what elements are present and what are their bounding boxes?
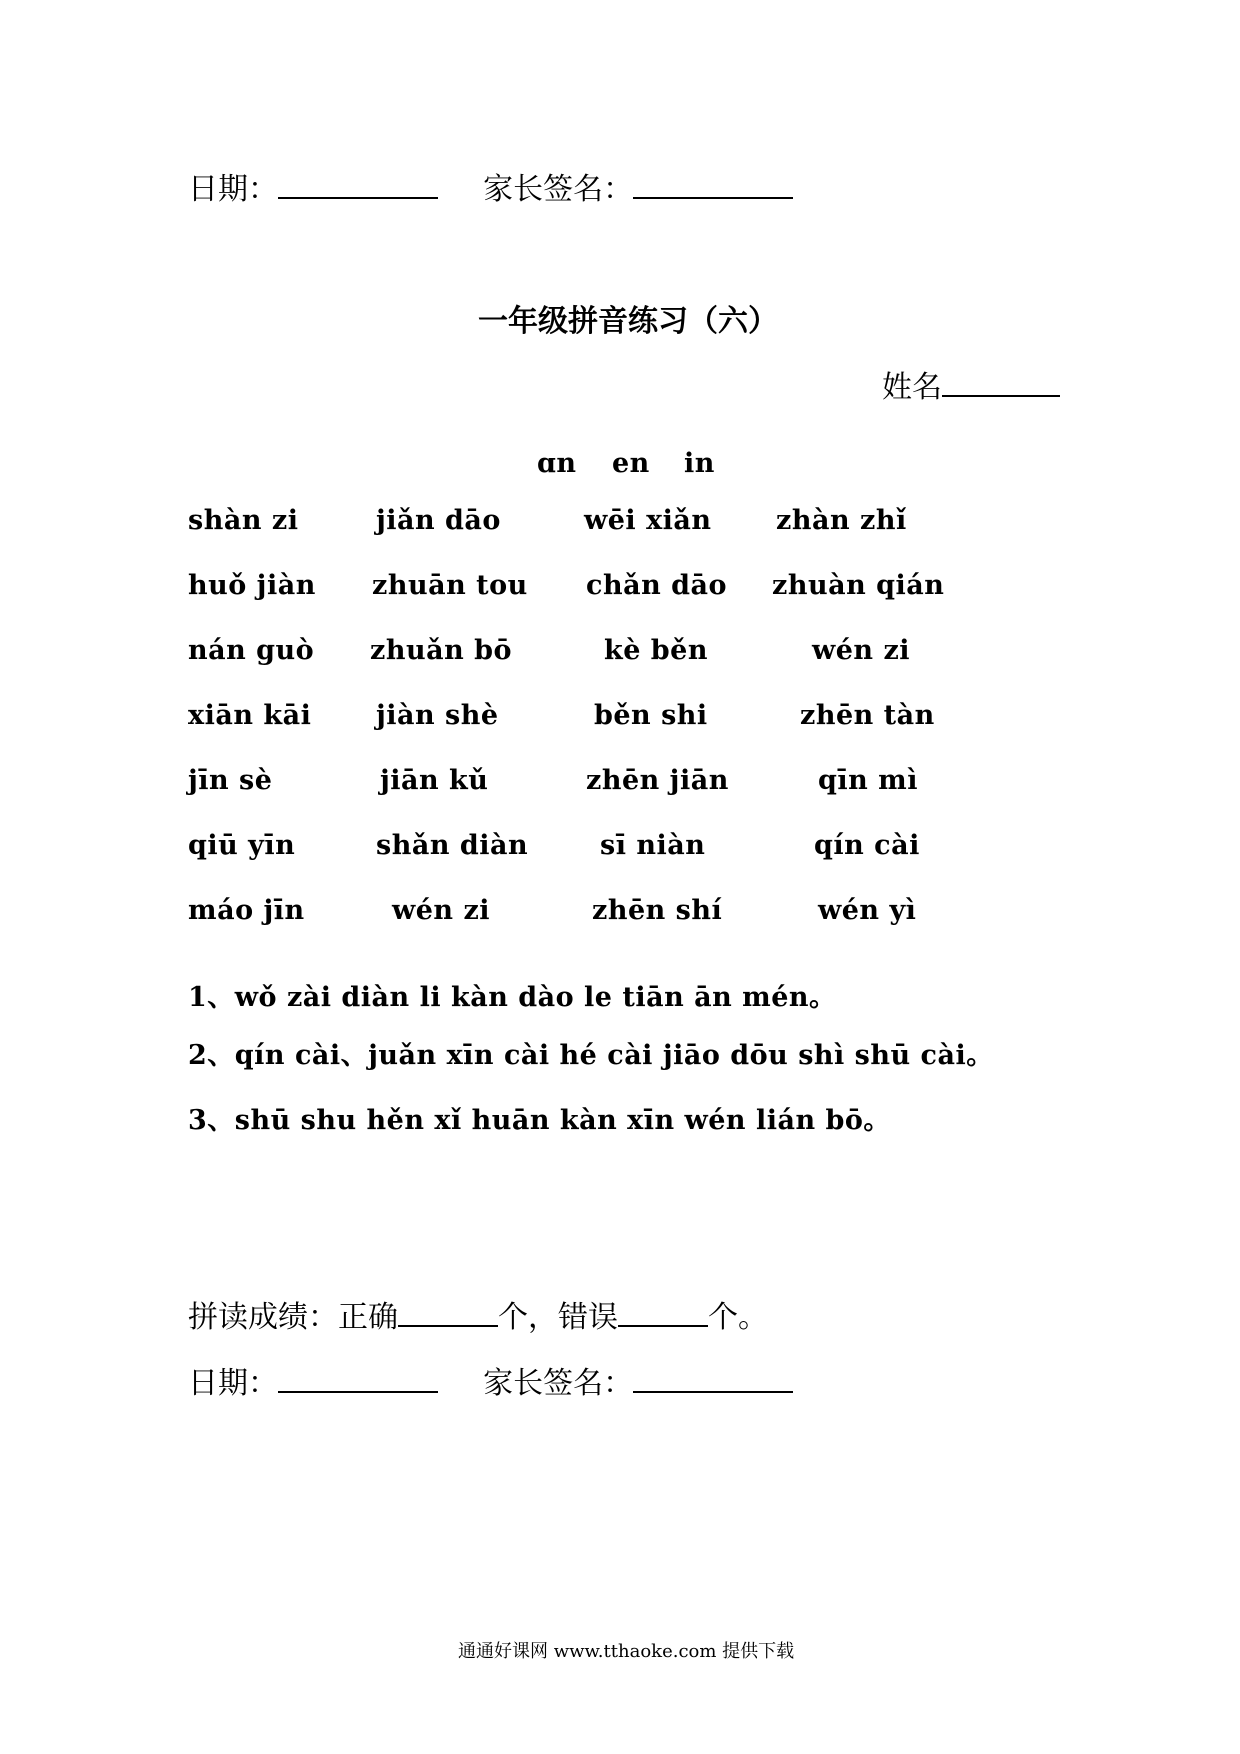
- word-cell: zhēn jiān: [586, 765, 729, 796]
- word-cell: wén zi: [812, 635, 911, 666]
- word-cell: zhēn tàn: [800, 700, 935, 731]
- word-cell: kè běn: [604, 635, 708, 666]
- score-unit-wrong: 个。: [708, 1300, 768, 1335]
- word-cell: sī niàn: [600, 830, 706, 861]
- page-title: 一年级拼音练习（六）: [478, 304, 778, 339]
- score-row: [188, 1292, 768, 1336]
- top-date-label: 日期：: [188, 172, 278, 207]
- word-cell: wén yì: [818, 895, 917, 926]
- correct-count-blank[interactable]: [398, 1324, 498, 1327]
- word-cell: chǎn dāo: [586, 570, 727, 601]
- page-footer: 通通好课网 www.tthaoke.com 提供下载: [458, 1641, 795, 1662]
- word-cell: zhuǎn bō: [370, 635, 513, 666]
- focus-sound: ɑn: [537, 448, 577, 479]
- word-cell: shǎn diàn: [376, 830, 529, 861]
- word-cell: qiū yīn: [188, 830, 296, 861]
- top-parent-sign-blank[interactable]: [633, 196, 793, 199]
- word-cell: jiān kǔ: [380, 765, 489, 796]
- word-cell: qín cài: [814, 830, 920, 861]
- sentence: 2、qín cài、juǎn xīn cài hé cài jiāo dōu shì shū cài。: [188, 1040, 994, 1071]
- wrong-count-blank[interactable]: [618, 1324, 708, 1327]
- word-cell: zhēn shí: [592, 895, 723, 926]
- word-cell: huǒ jiàn: [188, 570, 316, 601]
- top-field-row: [188, 164, 793, 208]
- bottom-parent-sign-blank[interactable]: [633, 1390, 793, 1393]
- name-blank[interactable]: [942, 394, 1060, 397]
- sentence: 3、shū shu hěn xǐ huān kàn xīn wén lián bō。: [188, 1105, 891, 1136]
- name-field: [882, 362, 1060, 406]
- score-unit-correct: 个，错误: [498, 1300, 618, 1335]
- top-date-blank[interactable]: [278, 196, 438, 199]
- top-parent-sign-label: 家长签名：: [483, 172, 634, 207]
- word-cell: qīn mì: [818, 765, 918, 796]
- score-label: 拼读成绩：正确: [188, 1300, 398, 1335]
- focus-sound: in: [684, 448, 715, 479]
- word-cell: shàn zi: [188, 505, 299, 536]
- word-cell: zhuàn qián: [772, 570, 945, 601]
- word-cell: jiǎn dāo: [376, 505, 501, 536]
- focus-sound: en: [612, 448, 650, 479]
- word-cell: jīn sè: [188, 765, 273, 796]
- word-cell: máo jīn: [188, 895, 305, 926]
- word-cell: nán guò: [188, 635, 315, 666]
- word-cell: zhuān tou: [372, 570, 528, 601]
- word-cell: běn shi: [594, 700, 708, 731]
- word-cell: jiàn shè: [376, 700, 499, 731]
- bottom-field-row: [188, 1358, 793, 1402]
- word-cell: xiān kāi: [188, 700, 312, 731]
- word-cell: wén zi: [392, 895, 491, 926]
- name-label: 姓名: [882, 370, 942, 405]
- bottom-date-label: 日期：: [188, 1366, 278, 1401]
- word-cell: zhàn zhǐ: [776, 505, 907, 536]
- word-cell: wēi xiǎn: [584, 505, 712, 536]
- bottom-parent-sign-label: 家长签名：: [483, 1366, 634, 1401]
- bottom-date-blank[interactable]: [278, 1390, 438, 1393]
- sentence: 1、wǒ zài diàn li kàn dào le tiān ān mén。: [188, 982, 837, 1013]
